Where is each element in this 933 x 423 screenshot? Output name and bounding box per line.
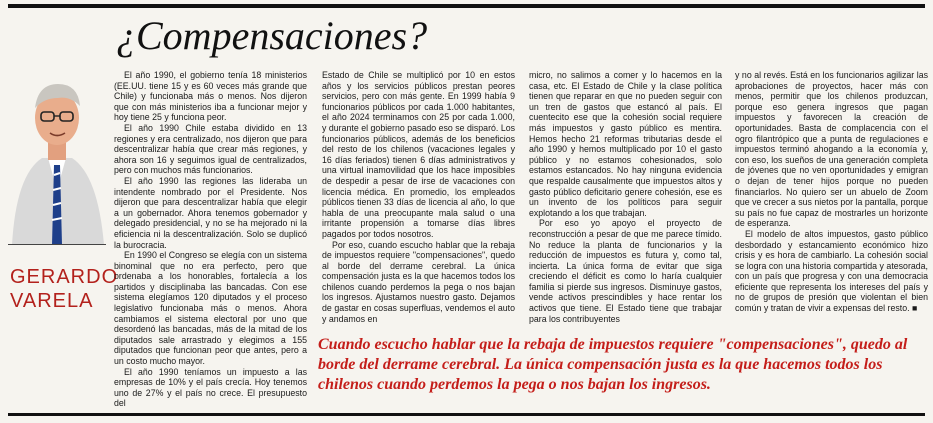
top-rule xyxy=(8,4,925,8)
paragraph: El año 1990 las regiones las lideraba un intendente nombrado por el Presidente. Nos dijeron que para descentralizar había que elegir a un gobernador. Ahora tenemos gobernador y delegado presidencial, y no se ha mejorado ni la eficiencia ni la descentralización. Solo se duplicó la burocracia. xyxy=(114,175,307,250)
text-column-3 xyxy=(529,70,722,324)
paragraph: En 1990 el Congreso se elegía con un sistema binominal que no era perfecto, pero que ordenaba a los honorables, fortalecía a los partidos y disciplinaba las bancadas. Con ese sistema elegíamos 120 diputados y el proceso legislativo funcionaba más o menos. Ahora cambiamos el sistema electoral por uno que desordenó las bancadas, más de la mitad de los diputados sale arrastrado y elegimos a 155 diputados que funcionan peor que antes, pero a un costo mucho mayor. xyxy=(114,250,307,367)
paragraph: El modelo de altos impuestos, gasto público desbordado y estancamiento económico hizo crisis y es hora de cambiarlo. La cohesión social se logra con una historia compartida y atesorada, con un país que progresa y con una democracia eficiente que representa los intereses del país y no de grupos de presión que violentan el bien común y tratan de vivir a expensas del resto. ■ xyxy=(735,228,928,314)
paragraph: micro, no salimos a comer y lo hacemos en la casa, etc. El Estado de Chile y la clase política tienen que reparar en que no pueden seguir con un tren de gastos que estancó al país. El cuentecito ese que la cohesión social requiere más impuestos y gasto público es mentira. Hemos hecho 21 reformas tributarias desde el año 1990 y hemos multiplicado por 10 el gasto público y no estamos cohesionados, solo estamos estancados. No hay ninguna evidencia que respalde causalmente que impuestos altos y gasto público deficitario genere cohesión, ese es un invento de los políticos para seguir explotando a los que trabajan. xyxy=(529,70,722,218)
paragraph: El año 1990, el gobierno tenía 18 ministerios (EE.UU. tiene 15 y es 60 veces más grande que Chile) y funcionaba más o menos. Nos dijeron que con más ministerios iba a funcionar mejor y hoy tiene 25 y funciona peor. xyxy=(114,70,307,123)
text-column-4 xyxy=(735,70,928,314)
author-portrait xyxy=(8,40,119,290)
bottom-rule xyxy=(8,413,925,416)
author-divider xyxy=(8,244,106,245)
paragraph: Por eso, cuando escucho hablar que la rebaja de impuestos requiere "compensaciones", quedo al borde del derrame cerebral. La única compensación justa es la que hacemos todos los chilenos cuando perdemos la pega o nos bajan los ingresos. Ajustamos nuestro gasto. Dejamos de gastar en cosas superfluas, vendemos el auto y andamos en xyxy=(322,239,515,324)
paragraph: y no al revés. Está en los funcionarios agilizar las aprobaciones de proyectos, hacer más con menos, permitir que los chilenos produzcan, porque eso genera ingresos que pagan impuestos y favorecen la creación de oportunidades. Basta de complacencia con el ogro filantrópico que a punta de regulaciones e impuestos terminó ahogando a la economía y, con eso, los sueños de una generación completa de jóvenes que no ven oportunidades y emigran o dejan de tener hijos porque no pueden financiarlos. No quiero ser un abuelo de Zoom que ve crecer a sus nietos por la pantalla, porque su país no fue capaz de mostrarles un horizonte de esperanza. xyxy=(735,70,928,229)
author-byline xyxy=(10,265,119,313)
paragraph: Estado de Chile se multiplicó por 10 en estos años y los servicios públicos prestan peores servicios, pero con más gente. En 1999 había 9 funcionarios públicos por cada 1.000 habitantes, el año 2024 terminamos con 25 por cada 1.000, y durante el gobierno pasado eso se disparó. Los funcionarios públicos, además de los beneficios del resto de los chilenos (vacaciones legales y 16 días feriados) tienen 6 días administrativos y una virtual inamovilidad que los hace imposibles de despedir a pesar de irse de vacaciones con licencia médica. En promedio, los empleados públicos tienen 33 días de licencia al año, lo que habla de una preocupante mala salud o una irritante propensión a tomarse días libres pagados por todos nosotros. xyxy=(322,70,515,239)
author-first-name: GERARDO xyxy=(10,266,119,288)
text-column-2 xyxy=(322,70,515,324)
paragraph: Por eso yo apoyo el proyecto de reconstrucción a pesar de que me parece tímido. No reduce la planta de funcionarios y la reducción de impuestos es futura y, como tal, incierta. La única forma de evitar que siga creciendo el déficit es como lo haría cualquier familia si pierde sus ingresos. Disminuye gastos, vende activos prescindibles y hace rentar los activos que tiene. El Estado tiene que trabajar para los contribuyentes xyxy=(529,218,722,324)
paragraph: El año 1990 Chile estaba dividido en 13 regiones y era centralizado, nos dijeron que para descentralizar había que crear más regiones, y ahora son 16 y seguimos igual de centralizados, pero con muchos más funcionarios. xyxy=(114,122,307,176)
author-last-name: VARELA xyxy=(10,290,94,312)
article-title: ¿Compensaciones? xyxy=(116,13,428,58)
text-column-1 xyxy=(114,70,307,409)
pull-quote: Cuando escucho hablar que la rebaja de impuestos requiere "compensaciones", quedo al borde del derrame cerebral. La única compensación justa es la que hacemos todos los chilenos cuando perdemos la pega o nos bajan los ingresos. xyxy=(318,336,908,393)
paragraph: El año 1990 teníamos un impuesto a las empresas de 10% y el país crecía. Hoy tenemos uno de 27% y el país no crece. El presupuesto del xyxy=(114,366,307,409)
